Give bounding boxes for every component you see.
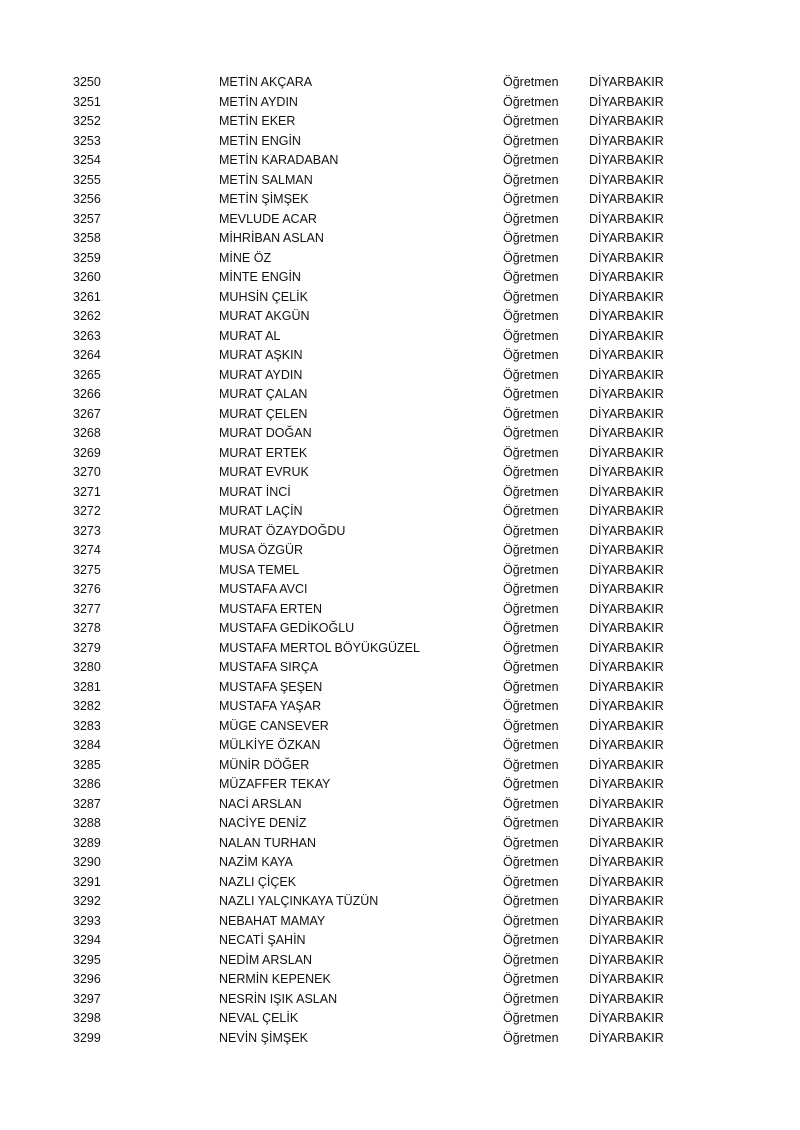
city: DİYARBAKIR (589, 153, 664, 167)
row-number: 3264 (73, 348, 101, 362)
table-row (0, 73, 800, 93)
row-number: 3298 (73, 1011, 101, 1025)
person-name: MURAT EVRUK (219, 465, 309, 479)
table-row (0, 405, 800, 425)
city: DİYARBAKIR (589, 192, 664, 206)
person-name: NEVAL ÇELİK (219, 1011, 299, 1025)
row-number: 3262 (73, 309, 101, 323)
row-number: 3277 (73, 601, 101, 616)
row-number: 3276 (73, 582, 101, 596)
occupation: Öğretmen (503, 523, 559, 538)
city: DİYARBAKIR (589, 718, 664, 733)
city: DİYARBAKIR (589, 679, 664, 694)
row-number: 3250 (73, 75, 101, 89)
person-name: MURAT LAÇİN (219, 504, 303, 518)
person-name: METİN AKÇARA (219, 75, 313, 89)
city: DİYARBAKIR (589, 172, 664, 187)
occupation: Öğretmen (503, 913, 559, 928)
person-name: NACİ ARSLAN (219, 796, 302, 811)
city: DİYARBAKIR (589, 348, 664, 362)
occupation: Öğretmen (503, 133, 559, 148)
city: DİYARBAKIR (589, 465, 664, 479)
row-number: 3260 (73, 270, 101, 284)
occupation: Öğretmen (503, 816, 559, 830)
person-name: NEDİM ARSLAN (219, 952, 313, 967)
table-row (0, 366, 800, 386)
table-row (0, 600, 800, 620)
table-row (0, 795, 800, 815)
table-row (0, 483, 800, 503)
table-row (0, 756, 800, 776)
row-number: 3255 (73, 172, 101, 187)
city: DİYARBAKIR (589, 796, 664, 811)
person-name: MURAT AYDIN (219, 367, 303, 382)
person-name: NESRİN IŞIK ASLAN (219, 991, 338, 1006)
city: DİYARBAKIR (589, 270, 664, 284)
table-row (0, 444, 800, 464)
table-row (0, 619, 800, 639)
row-number: 3284 (73, 738, 101, 752)
person-name: MEVLUDE ACAR (219, 211, 317, 226)
city: DİYARBAKIR (589, 211, 664, 226)
table-row (0, 892, 800, 912)
row-number: 3294 (73, 933, 101, 947)
table-row (0, 463, 800, 483)
row-number: 3263 (73, 328, 101, 343)
row-number: 3273 (73, 523, 101, 538)
table-row (0, 639, 800, 659)
occupation: Öğretmen (503, 75, 559, 89)
person-name: MUHSİN ÇELİK (219, 289, 308, 304)
occupation: Öğretmen (503, 426, 559, 440)
table-row (0, 385, 800, 405)
person-name: MÜLKİYE ÖZKAN (219, 738, 321, 752)
occupation: Öğretmen (503, 835, 559, 850)
occupation: Öğretmen (503, 192, 559, 206)
row-number: 3256 (73, 192, 101, 206)
table-row (0, 93, 800, 113)
document-table (0, 73, 800, 1048)
city: DİYARBAKIR (589, 504, 664, 518)
row-number: 3274 (73, 543, 101, 557)
occupation: Öğretmen (503, 952, 559, 967)
city: DİYARBAKIR (589, 913, 664, 928)
person-name: MUSA ÖZGÜR (219, 543, 304, 557)
occupation: Öğretmen (503, 757, 559, 772)
occupation: Öğretmen (503, 933, 559, 947)
person-name: MUSTAFA MERTOL BÖYÜKGÜZEL (219, 640, 420, 655)
row-number: 3281 (73, 679, 101, 694)
person-name: METİN AYDIN (219, 94, 298, 109)
row-number: 3270 (73, 465, 101, 479)
occupation: Öğretmen (503, 465, 559, 479)
table-row (0, 541, 800, 561)
occupation: Öğretmen (503, 153, 559, 167)
occupation: Öğretmen (503, 387, 559, 401)
person-name: MUSTAFA ŞEŞEN (219, 679, 323, 694)
table-row (0, 307, 800, 327)
occupation: Öğretmen (503, 172, 559, 187)
city: DİYARBAKIR (589, 952, 664, 967)
city: DİYARBAKIR (589, 133, 664, 148)
person-name: MUSTAFA YAŞAR (219, 699, 322, 713)
city: DİYARBAKIR (589, 660, 664, 674)
row-number: 3280 (73, 660, 101, 674)
table-row (0, 1029, 800, 1049)
row-number: 3282 (73, 699, 101, 713)
person-name: MUSTAFA AVCI (219, 582, 308, 596)
occupation: Öğretmen (503, 991, 559, 1006)
city: DİYARBAKIR (589, 933, 664, 947)
table-row (0, 697, 800, 717)
city: DİYARBAKIR (589, 991, 664, 1006)
occupation: Öğretmen (503, 640, 559, 655)
table-row (0, 834, 800, 854)
person-name: NEVİN ŞİMŞEK (219, 1030, 308, 1045)
row-number: 3287 (73, 796, 101, 811)
row-number: 3283 (73, 718, 101, 733)
city: DİYARBAKIR (589, 426, 664, 440)
occupation: Öğretmen (503, 406, 559, 421)
table-row (0, 249, 800, 269)
occupation: Öğretmen (503, 94, 559, 109)
table-row (0, 424, 800, 444)
table-row (0, 736, 800, 756)
table-row (0, 931, 800, 951)
person-name: METİN SALMAN (219, 172, 313, 187)
row-number: 3266 (73, 387, 101, 401)
person-name: MÜGE CANSEVER (219, 718, 329, 733)
city: DİYARBAKIR (589, 231, 664, 245)
occupation: Öğretmen (503, 855, 559, 869)
city: DİYARBAKIR (589, 387, 664, 401)
city: DİYARBAKIR (589, 816, 664, 830)
occupation: Öğretmen (503, 289, 559, 304)
person-name: MUSTAFA ERTEN (219, 601, 323, 616)
city: DİYARBAKIR (589, 250, 664, 265)
city: DİYARBAKIR (589, 328, 664, 343)
person-name: MURAT ERTEK (219, 445, 308, 460)
table-row (0, 346, 800, 366)
city: DİYARBAKIR (589, 114, 664, 128)
table-row (0, 580, 800, 600)
person-name: METİN ŞİMŞEK (219, 192, 309, 206)
city: DİYARBAKIR (589, 445, 664, 460)
occupation: Öğretmen (503, 445, 559, 460)
occupation: Öğretmen (503, 582, 559, 596)
row-number: 3271 (73, 484, 101, 499)
occupation: Öğretmen (503, 738, 559, 752)
occupation: Öğretmen (503, 621, 559, 635)
person-name: NAZLI YALÇINKAYA TÜZÜN (219, 894, 379, 908)
occupation: Öğretmen (503, 874, 559, 889)
person-name: METİN ENGİN (219, 133, 301, 148)
city: DİYARBAKIR (589, 582, 664, 596)
occupation: Öğretmen (503, 270, 559, 284)
occupation: Öğretmen (503, 699, 559, 713)
person-name: METİN KARADABAN (219, 153, 339, 167)
table-row (0, 171, 800, 191)
occupation: Öğretmen (503, 777, 559, 791)
city: DİYARBAKIR (589, 621, 664, 635)
table-row (0, 502, 800, 522)
row-number: 3272 (73, 504, 101, 518)
row-number: 3296 (73, 972, 101, 986)
city: DİYARBAKIR (589, 406, 664, 421)
table-row (0, 873, 800, 893)
row-number: 3285 (73, 757, 101, 772)
city: DİYARBAKIR (589, 601, 664, 616)
person-name: MURAT AŞKIN (219, 348, 303, 362)
city: DİYARBAKIR (589, 75, 664, 89)
occupation: Öğretmen (503, 114, 559, 128)
row-number: 3292 (73, 894, 101, 908)
city: DİYARBAKIR (589, 94, 664, 109)
table-row (0, 1009, 800, 1029)
row-number: 3259 (73, 250, 101, 265)
table-row (0, 288, 800, 308)
row-number: 3253 (73, 133, 101, 148)
table-row (0, 327, 800, 347)
row-number: 3297 (73, 991, 101, 1006)
row-number: 3293 (73, 913, 101, 928)
table-row (0, 717, 800, 737)
table-row (0, 990, 800, 1010)
row-number: 3251 (73, 94, 101, 109)
table-row (0, 229, 800, 249)
person-name: NECATİ ŞAHİN (219, 933, 306, 947)
city: DİYARBAKIR (589, 699, 664, 713)
table-row (0, 268, 800, 288)
person-name: MİHRİBAN ASLAN (219, 231, 324, 245)
person-name: MİNTE ENGİN (219, 270, 301, 284)
person-name: MURAT DOĞAN (219, 426, 312, 440)
city: DİYARBAKIR (589, 562, 664, 577)
occupation: Öğretmen (503, 484, 559, 499)
person-name: MURAT ÖZAYDOĞDU (219, 523, 346, 538)
row-number: 3279 (73, 640, 101, 655)
row-number: 3299 (73, 1030, 101, 1045)
person-name: MUSTAFA GEDİKOĞLU (219, 621, 355, 635)
table-row (0, 561, 800, 581)
person-name: MURAT ÇALAN (219, 387, 308, 401)
table-row (0, 912, 800, 932)
person-name: NERMİN KEPENEK (219, 972, 331, 986)
row-number: 3252 (73, 114, 101, 128)
city: DİYARBAKIR (589, 484, 664, 499)
occupation: Öğretmen (503, 679, 559, 694)
city: DİYARBAKIR (589, 835, 664, 850)
row-number: 3268 (73, 426, 101, 440)
table-row (0, 951, 800, 971)
city: DİYARBAKIR (589, 523, 664, 538)
occupation: Öğretmen (503, 348, 559, 362)
table-row (0, 112, 800, 132)
row-number: 3257 (73, 211, 101, 226)
city: DİYARBAKIR (589, 874, 664, 889)
occupation: Öğretmen (503, 250, 559, 265)
occupation: Öğretmen (503, 660, 559, 674)
row-number: 3288 (73, 816, 101, 830)
person-name: NEBAHAT MAMAY (219, 913, 326, 928)
row-number: 3295 (73, 952, 101, 967)
occupation: Öğretmen (503, 367, 559, 382)
table-row (0, 658, 800, 678)
occupation: Öğretmen (503, 211, 559, 226)
person-name: NALAN TURHAN (219, 835, 317, 850)
row-number: 3269 (73, 445, 101, 460)
occupation: Öğretmen (503, 718, 559, 733)
city: DİYARBAKIR (589, 289, 664, 304)
occupation: Öğretmen (503, 1011, 559, 1025)
city: DİYARBAKIR (589, 543, 664, 557)
table-row (0, 970, 800, 990)
person-name: NACİYE DENİZ (219, 816, 307, 830)
city: DİYARBAKIR (589, 1030, 664, 1045)
table-row (0, 132, 800, 152)
city: DİYARBAKIR (589, 640, 664, 655)
person-name: MURAT AL (219, 328, 281, 343)
person-name: MUSA TEMEL (219, 562, 300, 577)
row-number: 3278 (73, 621, 101, 635)
occupation: Öğretmen (503, 972, 559, 986)
person-name: NAZLI ÇİÇEK (219, 874, 297, 889)
person-name: MURAT AKGÜN (219, 309, 310, 323)
city: DİYARBAKIR (589, 1011, 664, 1025)
occupation: Öğretmen (503, 601, 559, 616)
row-number: 3267 (73, 406, 101, 421)
city: DİYARBAKIR (589, 738, 664, 752)
row-number: 3289 (73, 835, 101, 850)
occupation: Öğretmen (503, 562, 559, 577)
row-number: 3261 (73, 289, 101, 304)
row-number: 3254 (73, 153, 101, 167)
occupation: Öğretmen (503, 504, 559, 518)
row-number: 3286 (73, 777, 101, 791)
row-number: 3291 (73, 874, 101, 889)
occupation: Öğretmen (503, 328, 559, 343)
occupation: Öğretmen (503, 894, 559, 908)
person-name: MİNE ÖZ (219, 250, 272, 265)
occupation: Öğretmen (503, 543, 559, 557)
table-row (0, 678, 800, 698)
row-number: 3275 (73, 562, 101, 577)
table-row (0, 190, 800, 210)
person-name: MÜZAFFER TEKAY (219, 777, 331, 791)
person-name: MUSTAFA SIRÇA (219, 660, 319, 674)
city: DİYARBAKIR (589, 757, 664, 772)
city: DİYARBAKIR (589, 972, 664, 986)
person-name: MURAT İNCİ (219, 484, 291, 499)
table-row (0, 522, 800, 542)
person-name: NAZİM KAYA (219, 855, 293, 869)
person-name: MURAT ÇELEN (219, 406, 308, 421)
city: DİYARBAKIR (589, 309, 664, 323)
table-row (0, 210, 800, 230)
city: DİYARBAKIR (589, 855, 664, 869)
city: DİYARBAKIR (589, 367, 664, 382)
table-row (0, 775, 800, 795)
occupation: Öğretmen (503, 796, 559, 811)
row-number: 3265 (73, 367, 101, 382)
row-number: 3258 (73, 231, 101, 245)
row-number: 3290 (73, 855, 101, 869)
table-row (0, 151, 800, 171)
city: DİYARBAKIR (589, 777, 664, 791)
person-name: METİN EKER (219, 114, 296, 128)
city: DİYARBAKIR (589, 894, 664, 908)
occupation: Öğretmen (503, 309, 559, 323)
occupation: Öğretmen (503, 1030, 559, 1045)
table-row (0, 814, 800, 834)
table-row (0, 853, 800, 873)
person-name: MÜNİR DÖĞER (219, 757, 310, 772)
occupation: Öğretmen (503, 231, 559, 245)
